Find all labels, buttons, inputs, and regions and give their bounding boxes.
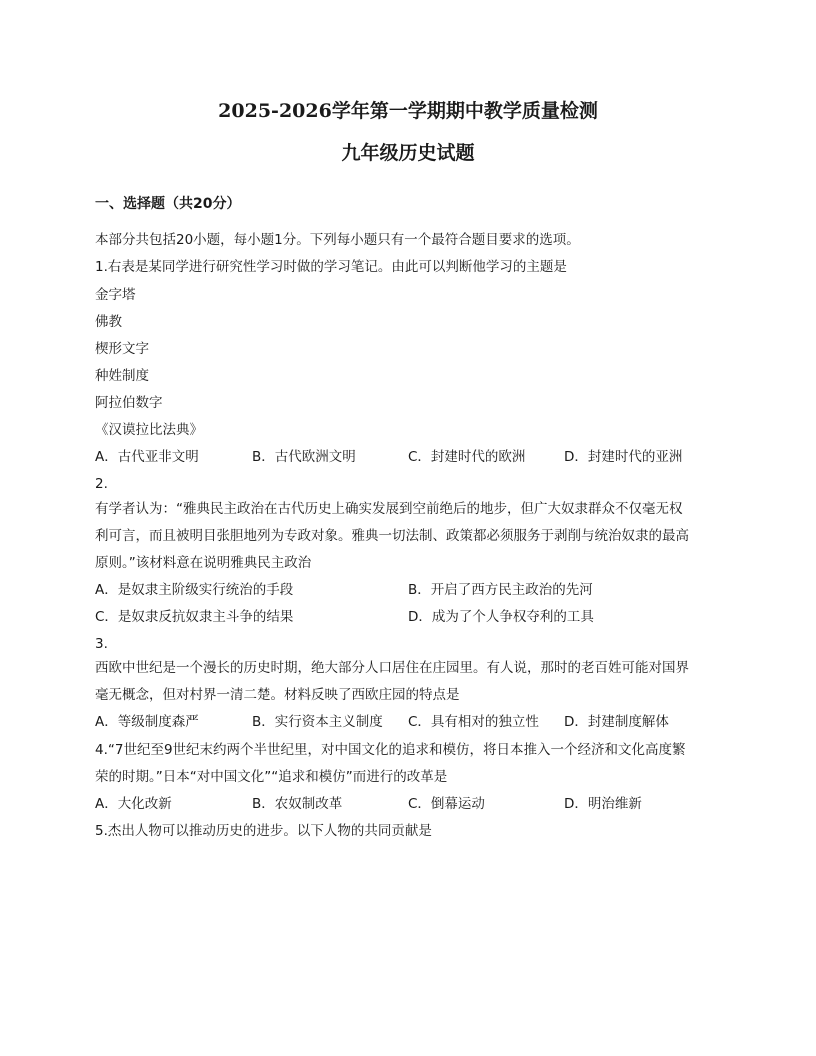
option-d[interactable]: D．成为了个人争权夺利的工具 <box>408 609 594 625</box>
question-number: 3. <box>95 636 108 652</box>
note-item: 阿拉伯数字 <box>95 395 163 411</box>
exam-subtitle: 九年级历史试题 <box>341 142 475 164</box>
note-item: 楔形文字 <box>95 341 149 357</box>
option-b[interactable]: B．古代欧洲文明 <box>252 449 356 465</box>
note-item: 《汉谟拉比法典》 <box>95 422 203 438</box>
option-b[interactable]: B．实行资本主义制度 <box>252 714 383 730</box>
note-item: 金字塔 <box>95 287 136 303</box>
option-b[interactable]: B．农奴制改革 <box>252 796 343 812</box>
question-number: 2. <box>95 476 108 492</box>
option-c[interactable]: C．封建时代的欧洲 <box>408 449 526 465</box>
question-text: 原则。”该材料意在说明雅典民主政治 <box>95 555 312 571</box>
option-d[interactable]: D．封建制度解体 <box>564 714 669 730</box>
option-b[interactable]: B．开启了西方民主政治的先河 <box>408 582 593 598</box>
section-intro: 本部分共包括20小题，每小题1分。下列每小题只有一个最符合题目要求的选项。 <box>95 232 580 248</box>
note-item: 佛教 <box>95 314 122 330</box>
option-c[interactable]: C．倒幕运动 <box>408 796 485 812</box>
option-c[interactable]: C．是奴隶反抗奴隶主斗争的结果 <box>95 609 294 625</box>
exam-title: 2025-2026学年第一学期期中教学质量检测 <box>218 100 598 122</box>
question-text: 毫无概念，但对村界一清二楚。材料反映了西欧庄园的特点是 <box>95 687 460 703</box>
question-text: 有学者认为：“雅典民主政治在古代历史上确实发展到空前绝后的地步，但广大奴隶群众不仅毫无权 <box>95 501 683 517</box>
question-text: 荣的时期。”日本“对中国文化”“追求和模仿”而进行的改革是 <box>95 769 448 785</box>
option-c[interactable]: C．具有相对的独立性 <box>408 714 539 730</box>
question-text: 西欧中世纪是一个漫长的历史时期，绝大部分人口居住在庄园里。有人说，那时的老百姓可能对国界 <box>95 660 689 676</box>
question-text: 利可言，而且被明目张胆地列为专政对象。雅典一切法制、政策都必须服务于剥削与统治奴隶的最高 <box>95 528 689 544</box>
option-a[interactable]: A．大化改新 <box>95 796 172 812</box>
option-d[interactable]: D．明治维新 <box>564 796 642 812</box>
option-a[interactable]: A．等级制度森严 <box>95 714 199 730</box>
option-d[interactable]: D．封建时代的亚洲 <box>564 449 683 465</box>
section-heading: 一、选择题（共20分） <box>95 196 241 212</box>
option-a[interactable]: A．古代亚非文明 <box>95 449 199 465</box>
option-a[interactable]: A．是奴隶主阶级实行统治的手段 <box>95 582 294 598</box>
question-text: 1.右表是某同学进行研究性学习时做的学习笔记。由此可以判断他学习的主题是 <box>95 259 567 275</box>
note-item: 种姓制度 <box>95 368 149 384</box>
question-text: 4.“7世纪至9世纪末约两个半世纪里，对中国文化的追求和模仿，将日本推入一个经济和文化高度繁 <box>95 742 686 758</box>
question-text: 5.杰出人物可以推动历史的进步。以下人物的共同贡献是 <box>95 823 432 839</box>
